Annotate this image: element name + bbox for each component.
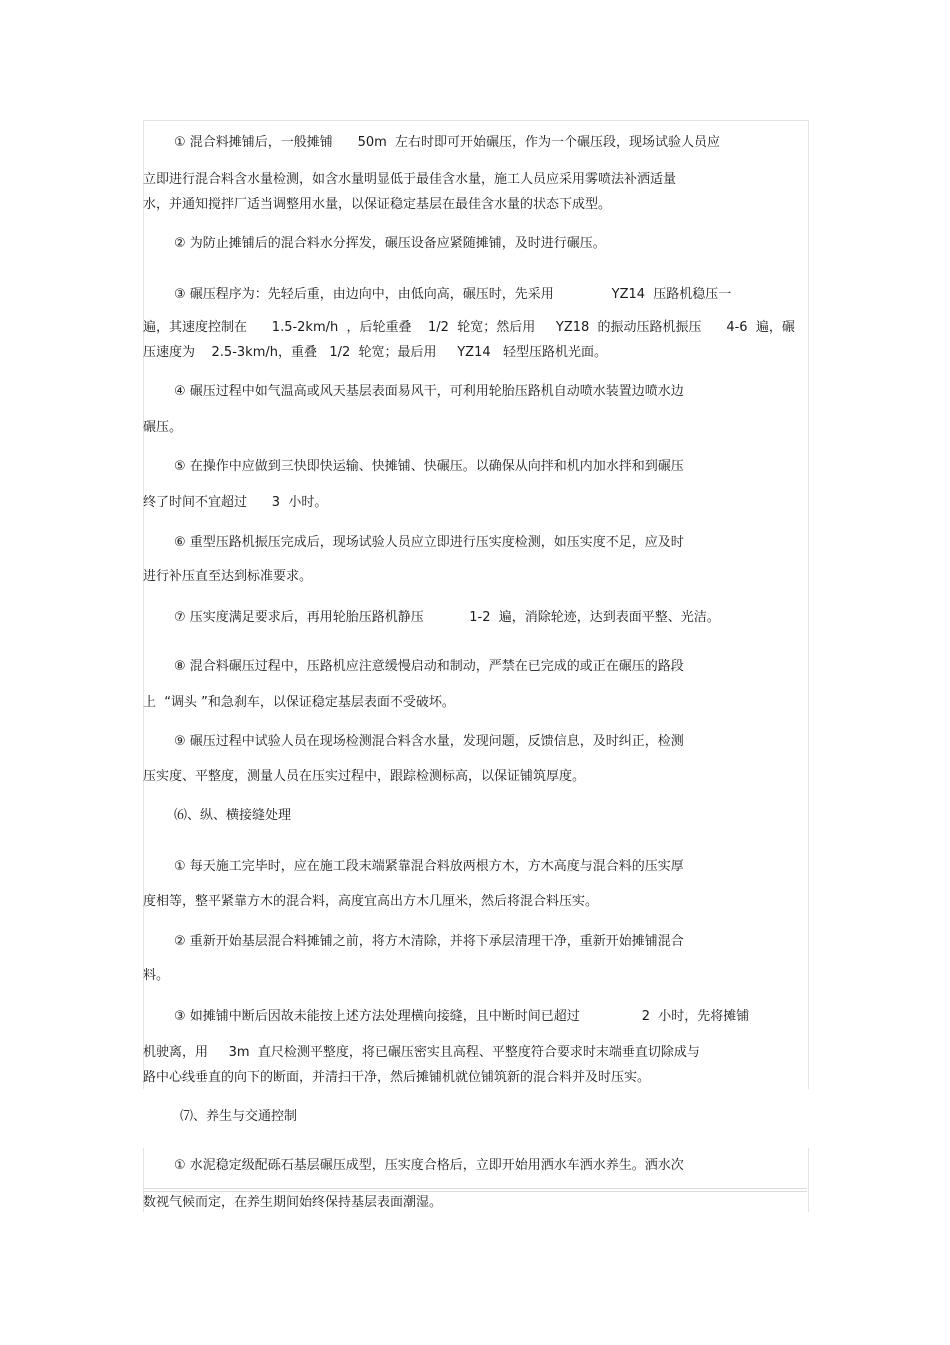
text-line: 终了时间不宜超过 3 小时。 [143,495,328,510]
text-line: 压实度、平整度，测量人员在压实过程中，跟踪检测标高，以保证铺筑厚度。 [143,769,586,784]
text-line: ② 重新开始基层混合料摊铺之前，将方木清除，并将下承层清理干净，重新开始摊铺混合 [174,934,684,949]
text-line: 遍，其速度控制在 1.5-2km/h ，后轮重叠 1/2 轮宽；然后用 YZ18 的振动压路机振压 4-6 遍，碾 [143,320,795,335]
text-line: 压速度为 2.5-3km/h，重叠 1/2 轮宽；最后用 YZ14 轻型压路机光面。 [143,345,608,360]
text-line: ② 为防止摊铺后的混合料水分挥发，碾压设备应紧随摊铺，及时进行碾压。 [174,236,606,251]
section-heading: ⑹、纵、横接缝处理 [174,808,292,823]
text-line: ③ 如摊铺中断后因故未能按上述方法处理横向接缝，且中断时间已超过 2 小时，先将摊铺 [174,1009,750,1024]
text-line: 数视气候而定，在养生期间始终保持基层表面潮湿。 [143,1195,443,1210]
text-line: 路中心线垂直的向下的断面，并清扫干净，然后摊铺机就位铺筑新的混合料并及时压实。 [143,1070,651,1085]
text-line: ① 每天施工完毕时，应在施工段末端紧靠混合料放两根方木，方木高度与混合料的压实厚 [174,859,684,874]
text-line: 机驶离，用 3m 直尺检测平整度，将已碾压密实且高程、平整度符合要求时末端垂直切除成与 [143,1045,700,1060]
text-line: ④ 碾压过程中如气温高或风天基层表面易风干，可利用轮胎压路机自动喷水装置边喷水边 [174,384,684,399]
text-line: ⑨ 碾压过程中试验人员在现场检测混合料含水量，发现问题，反馈信息，及时纠正，检测 [174,734,684,749]
text-line: 立即进行混合料含水量检测，如含水量明显低于最佳含水量，施工人员应采用雾喷法补洒适量 [143,172,677,187]
horizontal-rule [143,1188,807,1192]
text-line: 上 “调头 ”和急刹车，以保证稳定基层表面不受破坏。 [143,695,455,710]
text-line: 碾压。 [143,420,183,435]
text-line: 进行补压直至达到标准要求。 [143,569,313,584]
text-line: ③ 碾压程序为：先轻后重，由边向中，由低向高，碾压时，先采用 YZ14 压路机稳压一 [174,287,732,302]
section-heading: ⑺、养生与交通控制 [180,1109,298,1124]
text-line: 水，并通知搅拌厂适当调整用水量，以保证稳定基层在最佳含水量的状态下成型。 [143,197,612,212]
text-line: ① 混合料摊铺后，一般摊铺 50m 左右时即可开始碾压，作为一个碾压段，现场试验人员应 [174,135,721,150]
text-line: 料。 [143,968,170,983]
text-line: ⑥ 重型压路机振压完成后，现场试验人员应立即进行压实度检测，如压实度不足，应及时 [174,535,684,550]
text-line: ⑧ 混合料碾压过程中，压路机应注意缓慢启动和制动，严禁在已完成的或正在碾压的路段 [174,659,684,674]
text-line: ① 水泥稳定级配砾石基层碾压成型，压实度合格后，立即开始用洒水车洒水养生。洒水次 [174,1158,684,1173]
text-line: ⑦ 压实度满足要求后，再用轮胎压路机静压 1-2 遍，消除轮迹，达到表面平整、光洁。 [174,610,720,625]
text-line: ⑤ 在操作中应做到三快即快运输、快摊铺、快碾压。以确保从向拌和机内加水拌和到碾压 [174,459,684,474]
text-line: 度相等，整平紧靠方木的混合料，高度宜高出方木几厘米，然后将混合料压实。 [143,894,599,909]
